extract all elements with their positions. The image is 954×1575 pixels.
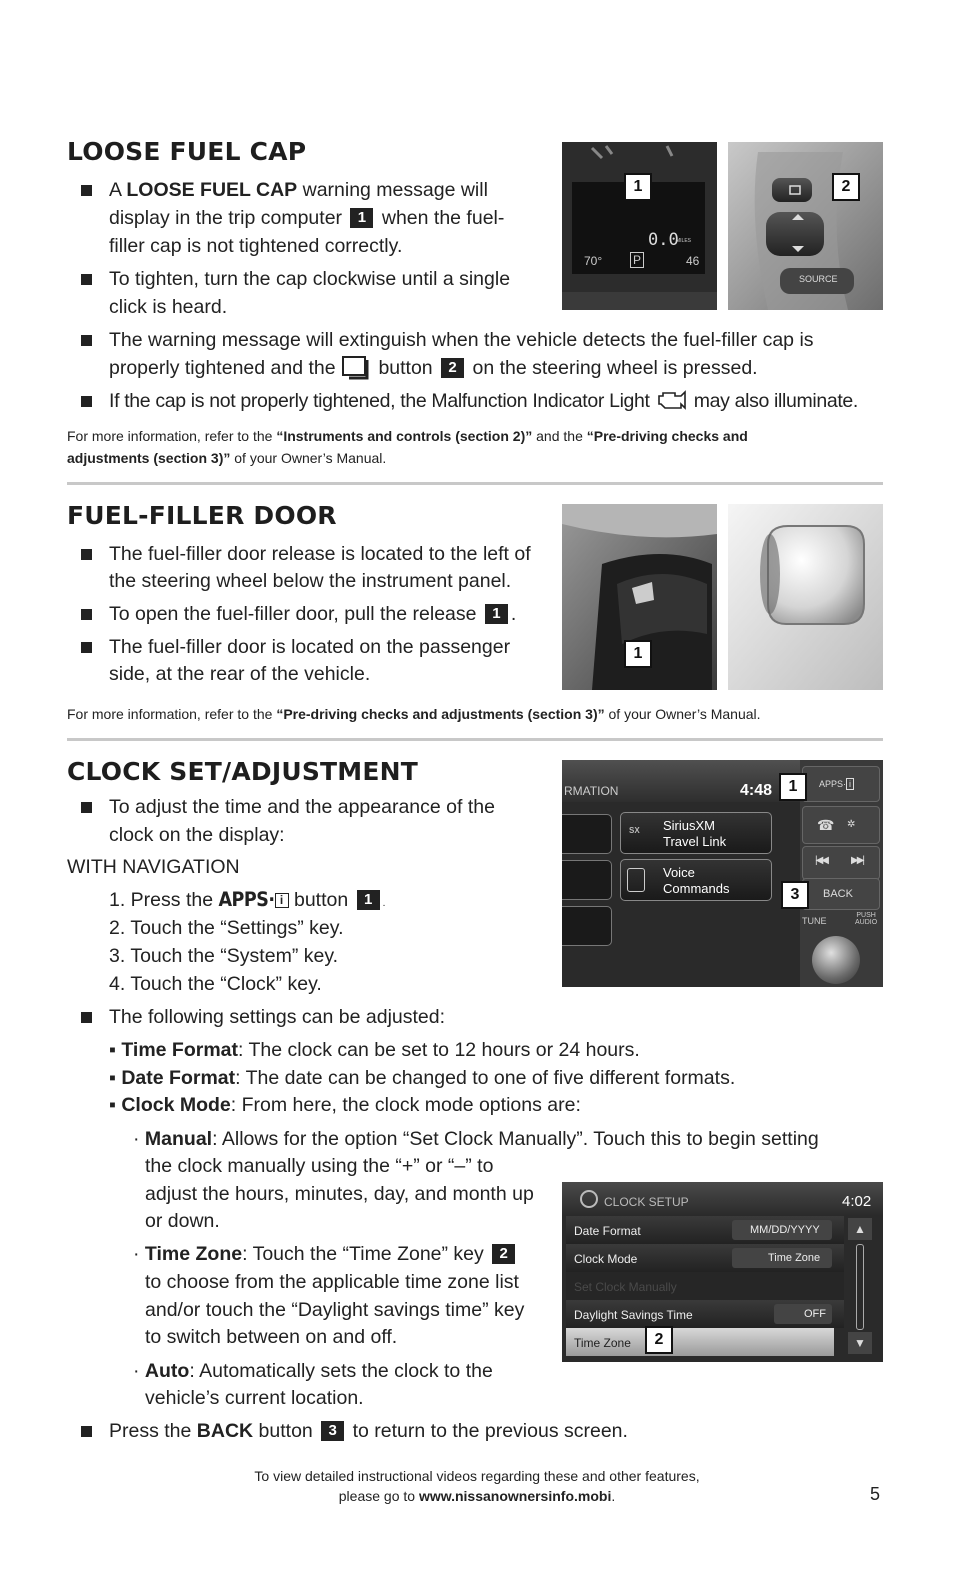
text-bold: ▪ bbox=[109, 1094, 122, 1116]
text: : Allows for the option “Set Clock Manually”. Touch this to begin setting bbox=[212, 1128, 819, 1150]
voice-commands-button[interactable] bbox=[620, 859, 772, 901]
engine-icon bbox=[655, 388, 689, 412]
bullet-square bbox=[81, 802, 92, 813]
text: : Touch the “Time Zone” key bbox=[242, 1243, 484, 1265]
next-track-icon: ▶▶| bbox=[851, 855, 863, 866]
fuel-door-release-photo bbox=[562, 504, 717, 690]
open-door-text bbox=[109, 600, 516, 628]
callout-2: 2 bbox=[832, 173, 860, 201]
outside-temp: 70° bbox=[584, 254, 603, 268]
apps-button-label bbox=[819, 779, 854, 789]
menu-button-left[interactable] bbox=[562, 860, 612, 900]
reference-text bbox=[67, 703, 761, 725]
siriusxm-travel-link-button[interactable] bbox=[620, 812, 772, 854]
tune-knob[interactable] bbox=[812, 936, 860, 984]
callout-number: 2 bbox=[492, 1244, 515, 1264]
trip-distance-unit: MILES bbox=[676, 238, 692, 244]
text: on the steering wheel is pressed. bbox=[472, 357, 758, 379]
apps-label: APPS· bbox=[218, 888, 275, 911]
section-title-loose-fuel-cap: LOOSE FUEL CAP bbox=[67, 137, 307, 166]
bullet-square bbox=[81, 642, 92, 653]
button-label: Voice bbox=[663, 865, 695, 880]
row-value: Time Zone bbox=[768, 1252, 821, 1264]
clock-mode-item bbox=[109, 1091, 581, 1119]
text: Press the bbox=[109, 1420, 197, 1442]
text: A bbox=[109, 179, 127, 201]
scroll-up-button[interactable]: ▲ bbox=[848, 1218, 872, 1240]
text: properly tightened and the bbox=[109, 357, 336, 379]
button-label: Commands bbox=[663, 881, 730, 896]
callout-number: 1 bbox=[485, 604, 508, 624]
text: . bbox=[510, 603, 517, 625]
row-label: Date Format bbox=[574, 1224, 641, 1238]
text-bold: ▪ bbox=[109, 1067, 122, 1089]
bullet-square bbox=[81, 1012, 92, 1023]
text: button bbox=[253, 1420, 313, 1442]
section-title-clock: CLOCK SET/ADJUSTMENT bbox=[67, 757, 419, 786]
text: may also illuminate. bbox=[693, 390, 859, 412]
text: : Automatically sets the clock to the bbox=[189, 1360, 493, 1382]
section-divider bbox=[67, 482, 883, 485]
text: to return to the previous screen. bbox=[352, 1420, 628, 1442]
bullet-square bbox=[81, 185, 92, 196]
menu-button-left[interactable] bbox=[562, 814, 612, 854]
trip-computer-photo bbox=[562, 142, 717, 310]
text-bold: “Pre-driving checks and adjustments (section 3)” bbox=[276, 706, 605, 722]
callout-1: 1 bbox=[624, 640, 652, 668]
footer-url[interactable]: www.nissanownersinfo.mobi bbox=[418, 1488, 612, 1504]
text-bold: BACK bbox=[196, 1420, 254, 1442]
time-zone-option-text: to switch between on and off. bbox=[145, 1326, 398, 1348]
footer-line-1: To view detailed instructional videos regarding these and other features, bbox=[254, 1468, 700, 1484]
date-format-value-box bbox=[732, 1220, 832, 1240]
loose-fuel-cap-text: filler cap is not tightened correctly. bbox=[109, 235, 403, 257]
text-bold: ▪ bbox=[109, 1039, 122, 1061]
set-clock-manually-row bbox=[566, 1272, 844, 1300]
text: of your Owner’s Manual. bbox=[230, 450, 387, 466]
callout-number: 3 bbox=[321, 1421, 344, 1441]
settings-intro-text: The following settings can be adjusted: bbox=[109, 1006, 446, 1028]
section-title-fuel-filler-door: FUEL-FILLER DOOR bbox=[67, 501, 337, 530]
back-button-label: BACK bbox=[823, 888, 853, 900]
track-hardware-button[interactable] bbox=[802, 846, 880, 880]
screen-time: 4:48 bbox=[740, 782, 773, 799]
manual-option-text: adjust the hours, minutes, day, and month up bbox=[145, 1183, 534, 1205]
callout-2: 2 bbox=[645, 1326, 673, 1354]
clock-mode-row[interactable] bbox=[566, 1244, 844, 1272]
with-navigation-heading: WITH NAVIGATION bbox=[67, 856, 240, 878]
daylight-savings-row[interactable] bbox=[566, 1300, 844, 1328]
text-bold: “Instruments and controls (section 2)” bbox=[276, 428, 533, 444]
door-location-text: The fuel-filler door is located on the passenger bbox=[109, 636, 511, 658]
row-label: Time Zone bbox=[574, 1336, 631, 1350]
callout-number: 2 bbox=[441, 358, 464, 378]
button-label: SiriusXM bbox=[663, 818, 716, 833]
text: : From here, the clock mode options are: bbox=[230, 1094, 581, 1116]
clock-setup-screen bbox=[562, 1182, 883, 1362]
display-button-icon bbox=[341, 354, 373, 380]
text: To open the fuel-filler door, pull the release bbox=[109, 603, 477, 625]
row-label: Set Clock Manually bbox=[574, 1280, 677, 1294]
settings-gear-icon bbox=[580, 1190, 598, 1208]
auto-option-text: vehicle’s current location. bbox=[145, 1387, 364, 1409]
screen-time: 4:02 bbox=[842, 1193, 872, 1210]
brightness-icon: ✲ bbox=[847, 819, 856, 830]
row-value: MM/DD/YYYY bbox=[750, 1224, 820, 1236]
clock-mode-value-box bbox=[732, 1248, 832, 1268]
date-format-item bbox=[109, 1064, 735, 1092]
toggle-value: OFF bbox=[804, 1308, 826, 1320]
scrollbar[interactable] bbox=[856, 1244, 864, 1330]
text: . bbox=[611, 1488, 616, 1504]
tighten-text: To tighten, turn the cap clockwise until a single bbox=[109, 268, 511, 290]
bullet-square bbox=[81, 1426, 92, 1437]
text-bold: Time Zone bbox=[144, 1243, 243, 1265]
text: warning message will bbox=[297, 179, 488, 201]
phone-hardware-button[interactable] bbox=[802, 806, 880, 844]
release-location-text: The fuel-filler door release is located to the left of bbox=[109, 543, 531, 565]
footer-line-2 bbox=[0, 1486, 954, 1506]
back-button-text bbox=[109, 1417, 628, 1445]
section-divider bbox=[67, 738, 883, 741]
text-bold: LOOSE FUEL CAP bbox=[126, 179, 298, 201]
page-number: 5 bbox=[870, 1484, 881, 1504]
tune-label: TUNE bbox=[802, 916, 827, 926]
menu-button-left[interactable] bbox=[562, 906, 612, 946]
time-zone-option bbox=[133, 1240, 518, 1268]
text: · bbox=[133, 1128, 145, 1150]
time-zone-option-text: and/or touch the “Daylight savings time” key bbox=[145, 1299, 525, 1321]
scroll-down-button[interactable]: ▼ bbox=[848, 1332, 872, 1354]
source-button-label: SOURCE bbox=[799, 274, 838, 284]
info-icon: i bbox=[846, 778, 854, 790]
text: PUSH bbox=[856, 912, 876, 919]
callout-number: 1 bbox=[350, 208, 373, 228]
trip-distance: 0.0 bbox=[648, 230, 679, 250]
text: of your Owner’s Manual. bbox=[604, 706, 761, 722]
release-location-text: the steering wheel below the instrument panel. bbox=[109, 570, 512, 592]
loose-fuel-cap-text bbox=[109, 204, 504, 232]
button-label: Travel Link bbox=[663, 834, 727, 849]
date-format-row[interactable] bbox=[566, 1216, 844, 1244]
bullet-square bbox=[81, 549, 92, 560]
back-hardware-button[interactable] bbox=[802, 878, 880, 910]
siriusxm-icon: SX bbox=[629, 826, 640, 835]
manual-option-text: or down. bbox=[145, 1210, 220, 1232]
text-bold: Manual bbox=[144, 1128, 213, 1150]
time-zone-option-text: to choose from the applicable time zone list bbox=[145, 1271, 519, 1293]
text: : The clock can be set to 12 hours or 24 hours. bbox=[238, 1039, 640, 1061]
manual-option bbox=[133, 1125, 819, 1153]
mil-text bbox=[109, 387, 858, 415]
time-zone-row[interactable] bbox=[566, 1328, 834, 1356]
row-label: Clock Mode bbox=[574, 1252, 638, 1266]
tighten-text: click is heard. bbox=[109, 296, 228, 318]
callout-number: 1 bbox=[357, 890, 380, 910]
step-4: 4. Touch the “Clock” key. bbox=[109, 973, 322, 995]
text-bold: Time Format bbox=[121, 1039, 239, 1061]
step-2: 2. Touch the “Settings” key. bbox=[109, 917, 344, 939]
clock-intro-text: To adjust the time and the appearance of the bbox=[109, 796, 495, 818]
push-audio-label bbox=[855, 912, 877, 926]
callout-3: 3 bbox=[781, 881, 809, 909]
bullet-square bbox=[81, 335, 92, 346]
text: AUDIO bbox=[855, 919, 878, 926]
text: and the bbox=[532, 428, 587, 444]
text: If the cap is not properly tightened, the Malfunction Indicator Light bbox=[109, 390, 650, 412]
row-label: Daylight Savings Time bbox=[574, 1308, 693, 1322]
range-value: 46 bbox=[686, 254, 700, 268]
bullet-square bbox=[81, 609, 92, 620]
apps-hardware-button[interactable] bbox=[802, 766, 880, 802]
auto-option bbox=[133, 1357, 493, 1385]
text-bold: “Pre-driving checks and bbox=[586, 428, 748, 444]
text: For more information, refer to the bbox=[67, 428, 277, 444]
warning-text bbox=[109, 354, 758, 382]
gear-indicator: P bbox=[630, 252, 644, 268]
voice-icon bbox=[627, 868, 645, 892]
loose-fuel-cap-text bbox=[109, 176, 488, 204]
text: 1. Press the bbox=[109, 889, 219, 911]
steering-wheel-photo bbox=[728, 142, 883, 310]
screen-header-label: RMATION bbox=[564, 784, 619, 798]
phone-icon: ☎ bbox=[817, 817, 835, 833]
manual-option-text: the clock manually using the “+” or “–” to bbox=[145, 1155, 494, 1177]
previous-track-icon: |◀◀ bbox=[815, 855, 827, 866]
reference-text bbox=[67, 425, 748, 447]
step-3: 3. Touch the “System” key. bbox=[109, 945, 339, 967]
time-format-item bbox=[109, 1036, 640, 1064]
warning-text: The warning message will extinguish when the vehicle detects the fuel-filler cap is bbox=[109, 329, 814, 351]
text: button bbox=[378, 357, 433, 379]
callout-1: 1 bbox=[624, 173, 652, 201]
text: . bbox=[382, 898, 386, 909]
bullet-square bbox=[81, 274, 92, 285]
screen-title: CLOCK SETUP bbox=[604, 1195, 689, 1209]
text: : The date can be changed to one of five different formats. bbox=[235, 1067, 736, 1089]
text: button bbox=[288, 889, 349, 911]
info-icon: i bbox=[275, 893, 289, 908]
fuel-door-photo bbox=[728, 504, 883, 690]
callout-1: 1 bbox=[779, 773, 807, 801]
text: APPS· bbox=[819, 779, 847, 789]
daylight-savings-toggle[interactable] bbox=[774, 1304, 832, 1324]
text: · bbox=[133, 1360, 145, 1382]
door-location-text: side, at the rear of the vehicle. bbox=[109, 663, 371, 685]
text-bold: Clock Mode bbox=[121, 1094, 231, 1116]
clock-intro-text: clock on the display: bbox=[109, 824, 285, 846]
reference-text bbox=[67, 447, 386, 469]
text: display in the trip computer bbox=[109, 207, 343, 229]
info-menu-screen bbox=[562, 760, 883, 987]
text-bold: adjustments (section 3)” bbox=[67, 450, 231, 466]
text: when the fuel- bbox=[381, 207, 505, 229]
text-bold: Date Format bbox=[121, 1067, 236, 1089]
text-bold: Auto bbox=[144, 1360, 190, 1382]
text: For more information, refer to the bbox=[67, 706, 277, 722]
text: please go to bbox=[338, 1488, 419, 1504]
bullet-square bbox=[81, 396, 92, 407]
text: · bbox=[133, 1243, 145, 1265]
